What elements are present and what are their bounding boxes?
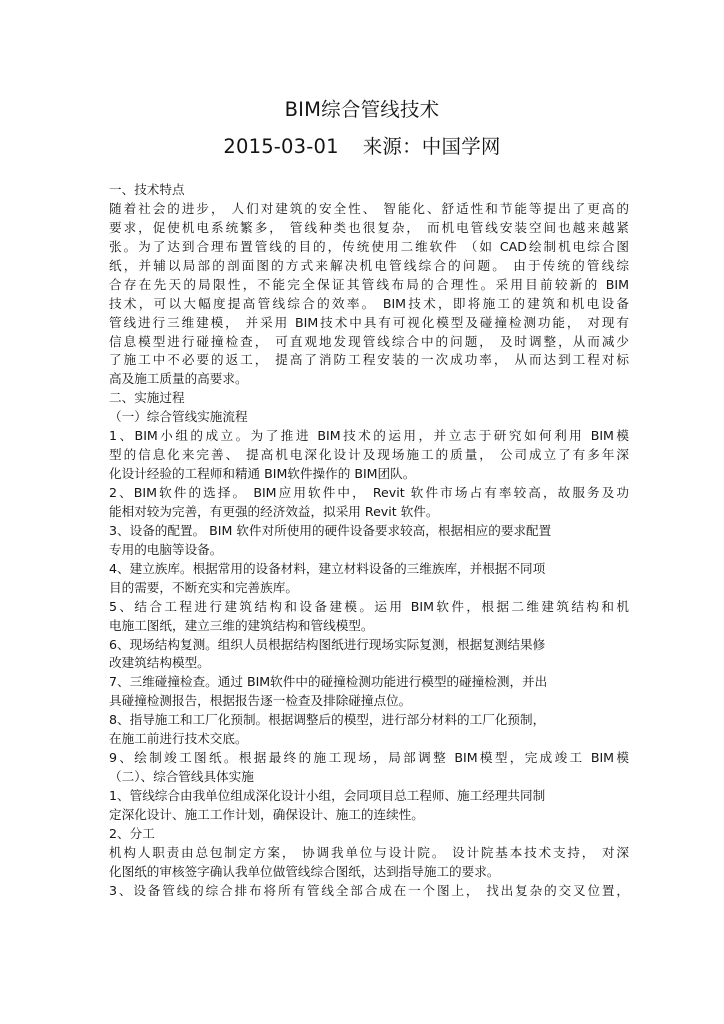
body-line: 7、三维碰撞检查。通过 BIM软件中的碰撞检测功能进行模型的碰撞检测，并出 bbox=[109, 674, 548, 690]
body-line: 化图纸的审核签字确认我单位做管线综合图纸，达到指导施工的要求。 bbox=[109, 863, 500, 879]
body-line: 具碰撞检测报告，根据报告逐一检查及排除碰撞点位。 bbox=[109, 693, 412, 709]
body-line: 2、分工 bbox=[109, 825, 155, 841]
body-line: 电施工图纸，建立三维的建筑结构和管线模型。 bbox=[109, 617, 374, 633]
body-line: 9、绘制竣工图纸。根据最终的施工现场，局部调整 BIM模型，完成竣工 BIM模 bbox=[109, 750, 629, 766]
body-line: 技术，可以大幅度提高管线综合的效率。 BIM技术，即将施工的建筑和机电设备 bbox=[109, 295, 629, 311]
body-line: 合存在先天的局限性，不能完全保证其管线布局的合理性。采用目前较新的 BIM bbox=[109, 276, 629, 292]
body-line: 目的需要，不断充实和完善族库。 bbox=[109, 579, 298, 595]
body-line: 二、实施过程 bbox=[109, 390, 185, 406]
document-subtitle bbox=[0, 131, 724, 159]
body-line: 3、设备的配置。 BIM 软件对所使用的硬件设备要求较高，根据相应的要求配置 bbox=[109, 522, 552, 538]
body-line: 专用的电脑等设备。 bbox=[109, 541, 223, 557]
body-line: 管线进行三维建模， 并采用 BIM技术中具有可视化模型及碰撞检测功能， 对现有 bbox=[109, 314, 629, 330]
body-line: 6、现场结构复测。组织人员根据结构图纸进行现场实际复测，根据复测结果修 bbox=[109, 636, 546, 652]
body-line: 改建筑结构模型。 bbox=[109, 655, 210, 671]
body-line: 了施工中不必要的返工， 提高了消防工程安装的一次成功率， 从而达到工程对标 bbox=[109, 352, 629, 368]
body-line: 要求，促使机电系统繁多， 管线种类也很复杂， 而机电管线安装空间也越来越紧 bbox=[109, 219, 629, 235]
body-line: 纸，并辅以局部的剖面图的方式来解决机电管线综合的问题。 由于传统的管线综 bbox=[109, 257, 629, 273]
body-line: 1、管线综合由我单位组成深化设计小组，会同项目总工程师、施工经理共同制 bbox=[109, 788, 546, 803]
body-line: 张。为了达到合理布置管线的目的，传统使用二维软件 （如 CAD绘制机电综合图 bbox=[109, 238, 629, 254]
body-line: 机构人职责由总包制定方案， 协调我单位与设计院。 设计院基本技术支持， 对深 bbox=[109, 844, 629, 860]
body-line: 在施工前进行技术交底。 bbox=[109, 731, 248, 747]
document-body bbox=[109, 181, 629, 901]
body-line: 1、BIM小组的成立。为了推进 BIM技术的运用，并立志于研究如何利用 BIM模 bbox=[109, 428, 629, 444]
body-line: 2、BIM软件的选择。 BIM应用软件中， Revit 软件市场占有率较高，故服务及功 bbox=[109, 485, 629, 500]
body-line: 化设计经验的工程师和精通 BIM软件操作的 BIM团队。 bbox=[109, 466, 416, 482]
body-line: （一）综合管线实施流程 bbox=[109, 409, 248, 425]
source-label: 来源：中国学网 bbox=[362, 135, 501, 158]
body-line: 型的信息化来完善、 提高机电深化设计及现场施工的质量， 公司成立了有多年深 bbox=[109, 447, 629, 463]
publish-date: 2015-03-01 bbox=[223, 135, 339, 158]
body-line: 5、结合工程进行建筑结构和设备建模。运用 BIM软件，根据二维建筑结构和机 bbox=[109, 598, 629, 614]
body-line: 8、指导施工和工厂化预制。根据调整后的模型，进行部分材料的工厂化预制， bbox=[109, 712, 546, 728]
body-line: 定深化设计、施工工作计划，确保设计、施工的连续性。 bbox=[109, 806, 424, 822]
body-line: 信息模型进行碰撞检查， 可直观地发现管线综合中的问题， 及时调整，从而减少 bbox=[109, 333, 629, 349]
body-line: 一、技术特点 bbox=[109, 182, 185, 197]
body-line: 高及施工质量的高要求。 bbox=[109, 371, 248, 387]
body-line: 4、建立族库。根据常用的设备材料，建立材料设备的三维族库，并根据不同项 bbox=[109, 560, 546, 576]
document-title: BIM综合管线技术 bbox=[284, 98, 440, 121]
body-line: （二）、综合管线具体实施 bbox=[109, 769, 254, 785]
body-line: 能相对较为完善，有更强的经济效益，拟采用 Revit 软件。 bbox=[109, 503, 439, 519]
body-line: 随着社会的进步， 人们对建筑的安全性、 智能化、舒适性和节能等提出了更高的 bbox=[109, 200, 629, 216]
body-line: 3、设备管线的综合排布将所有管线全部合成在一个图上， 找出复杂的交叉位置， bbox=[109, 882, 629, 898]
